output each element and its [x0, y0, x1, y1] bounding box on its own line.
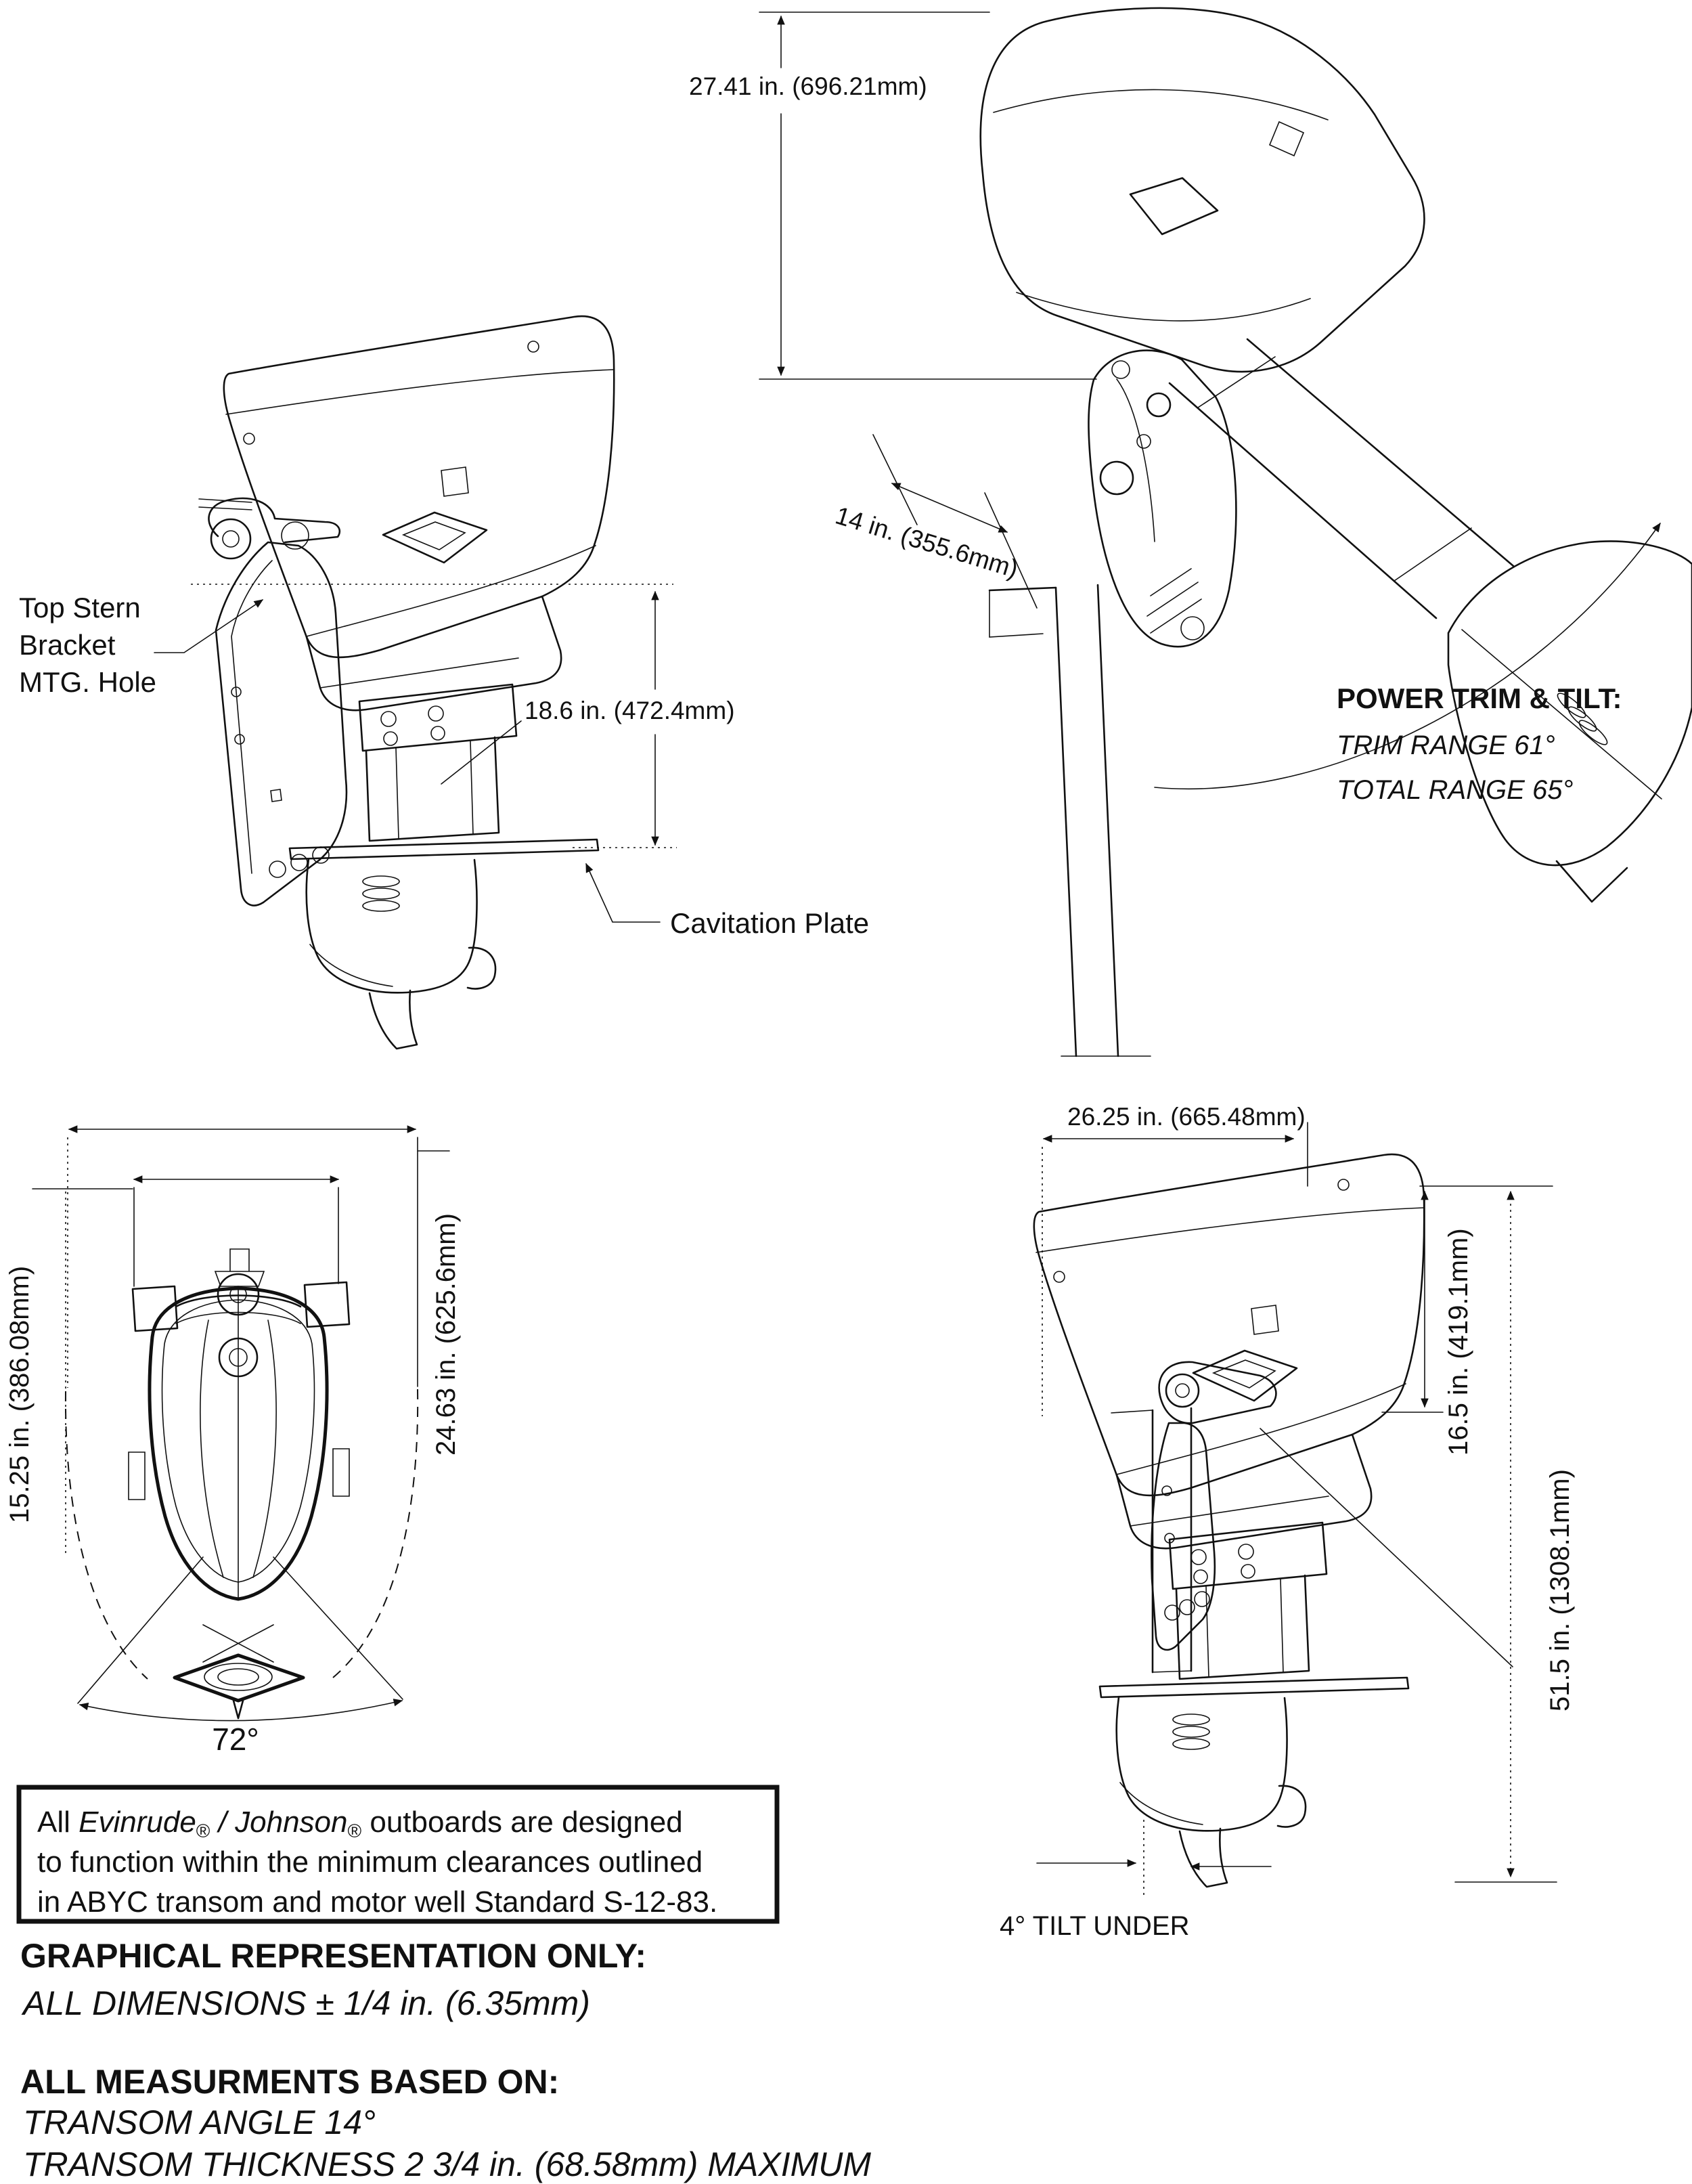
clamp-horn [208, 498, 339, 542]
notice-line3: in ABYC transom and motor well Standard S-12-83. [37, 1885, 718, 1919]
mounting-bracket [1151, 1362, 1276, 1650]
power-trim-title: POWER TRIM & TILT: [1337, 682, 1622, 714]
total-range-text: TOTAL RANGE 65° [1337, 775, 1574, 805]
transom-top-edge [989, 588, 1056, 590]
tilted-emblem [1130, 178, 1218, 234]
gearcase-plan-diamond [175, 1655, 303, 1701]
tilted-plate-line [1462, 630, 1662, 799]
top-plan-view [5, 1129, 461, 1757]
side-tab-right [333, 1449, 349, 1496]
clamp-rod [199, 499, 252, 510]
side-view [19, 316, 869, 1049]
footer-notes [20, 1937, 871, 2183]
clamp-knob [211, 519, 250, 559]
swivel-pivot [1147, 393, 1170, 416]
clamp-block-right [305, 1282, 349, 1327]
bracket-slot [271, 789, 282, 802]
tilted-height-dim: 27.41 in. (696.21mm) [689, 72, 927, 100]
tilted-midsection-tie [1198, 357, 1275, 408]
tilted-skeg [1557, 861, 1627, 902]
tilt-under-callout [1000, 1820, 1271, 1941]
tilt-bracket-inner [1117, 379, 1155, 542]
measurement-transom-angle: TRANSOM ANGLE 14° [23, 2103, 376, 2141]
tilted-view [689, 8, 1692, 1056]
stern-bracket [199, 498, 347, 905]
overall-width-dim: 24.63 in. (625.6mm) [431, 1213, 461, 1456]
clamp-knob-center [1176, 1384, 1189, 1397]
length-dim: 26.25 in. (665.48mm) [1067, 1103, 1306, 1131]
bracket-hole [291, 854, 307, 871]
bracket-leader-line [154, 600, 263, 653]
gearcase-plan-ellipse [204, 1663, 272, 1690]
side-height-dim: 18.6 in. (472.4mm) [525, 697, 735, 724]
bracket-label-line3: MTG. Hole [19, 666, 157, 698]
steer-angle-leg-right [273, 1557, 403, 1699]
bracket-hole [1195, 1592, 1209, 1607]
tilted-cowling [981, 8, 1425, 372]
graphical-detail: ALL DIMENSIONS ± 1/4 in. (6.35mm) [23, 1984, 590, 2022]
clamp-knob-center [223, 531, 239, 547]
notice-box [19, 1787, 777, 1921]
notice-line1 [37, 1806, 683, 1841]
power-trim-note [1337, 682, 1622, 805]
clearance-dim: 14 in. (355.6mm) [832, 501, 1022, 584]
tilted-midsection-tie [1394, 528, 1471, 581]
tilt-under-label: 4° TILT UNDER [1000, 1911, 1190, 1941]
swing-envelope-right [333, 1389, 418, 1678]
steering-angle-text: 72° [212, 1722, 259, 1757]
transom-side-view [1000, 1103, 1575, 1941]
bracket-bolt [1112, 361, 1130, 378]
side-tab-left [129, 1452, 145, 1500]
tilted-midsection-rail [1247, 339, 1513, 566]
brand-johnson: Johnson [235, 1806, 348, 1839]
stern-bracket-callout [19, 592, 263, 698]
notice-part1: All [37, 1806, 79, 1839]
tilted-latch [1270, 122, 1304, 156]
brand-separator: / [210, 1806, 236, 1839]
bracket-label-line2: Bracket [19, 629, 116, 661]
transom-height-dim: 16.5 in. (419.1mm) [1444, 1228, 1473, 1456]
transom-view-motor [1034, 1154, 1424, 1887]
transom-and-bracket [989, 351, 1236, 1056]
bracket-bolt [1181, 617, 1204, 640]
measurement-transom-thickness: TRANSOM THICKNESS 2 3/4 in. (68.58mm) MAXIMUM [23, 2145, 872, 2183]
transom-front-edge [1056, 588, 1076, 1056]
bracket-hole [1180, 1600, 1195, 1615]
tilt-tube-pivot [1100, 462, 1133, 494]
notice-part2: outboards are designed [361, 1806, 683, 1839]
tilted-midsection-rail [1170, 383, 1436, 618]
aft-reference-leader [1260, 1428, 1513, 1667]
cavitation-leader-line [586, 864, 660, 922]
measurements-title: ALL MEASURMENTS BASED ON: [20, 2063, 560, 2101]
cavitation-plate-label: Cavitation Plate [670, 907, 870, 939]
bracket-hole [313, 847, 329, 863]
clearance-ext-line [873, 435, 917, 525]
bracket-hole [269, 861, 286, 877]
registered-mark: ® [196, 1820, 210, 1841]
bracket-label-line1: Top Stern [19, 592, 141, 624]
motor-well-step [989, 590, 1043, 637]
gearcase-plan-ellipse-inner [218, 1669, 259, 1685]
graphical-title: GRAPHICAL REPRESENTATION ONLY: [20, 1937, 647, 1975]
bracket-plate [216, 542, 347, 905]
brand-evinrude: Evinrude [79, 1806, 196, 1839]
clamp-knob [1166, 1374, 1199, 1407]
motor-width-dim: 15.25 in. (386.08mm) [5, 1265, 35, 1523]
transom-rear-edge [1098, 585, 1118, 1056]
overall-height-dim: 51.5 in. (1308.1mm) [1545, 1469, 1575, 1711]
side-view-motor [224, 316, 614, 1049]
transom-top-step [1111, 1410, 1153, 1413]
transom-bottom-edge [1153, 1671, 1191, 1672]
bracket-hatch [1147, 569, 1201, 633]
skeg-plan-tip [233, 1701, 243, 1718]
notice-line2: to function within the minimum clearances outlined [37, 1846, 703, 1879]
tilted-cowl-seam [994, 89, 1328, 120]
trim-range-text: TRIM RANGE 61° [1337, 730, 1555, 760]
height-dim-leader [441, 721, 521, 784]
registered-mark: ® [347, 1820, 362, 1841]
swivel-pivot-inner [1137, 435, 1151, 448]
cavitation-plate-callout [586, 864, 869, 939]
